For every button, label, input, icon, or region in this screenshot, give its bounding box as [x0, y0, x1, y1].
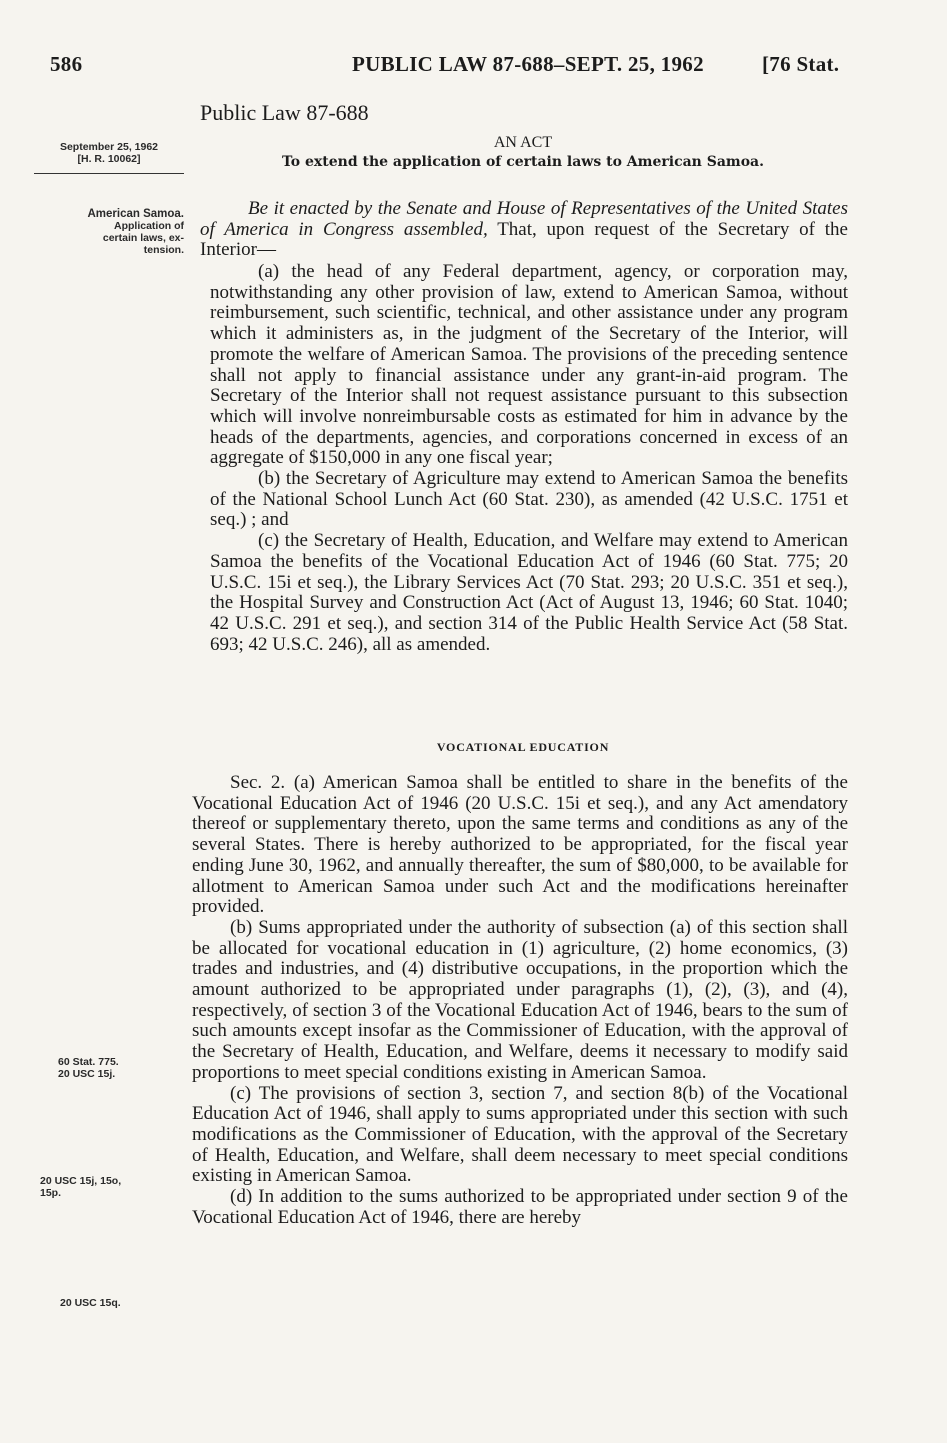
- date-note-bill: [H. R. 10062]: [77, 153, 141, 165]
- act-purpose: To extend the application of certain laws to American Samoa.: [281, 154, 764, 170]
- enacting-clause: [200, 199, 848, 261]
- section-heading: VOCATIONAL EDUCATION: [436, 740, 610, 754]
- margin-note-20-usc-15q: 20 USC 15q.: [60, 1297, 121, 1309]
- subsection-a: (a) the head of any Federal department, agency, or corporation may, notwithstanding any other provision of law, extend to American Samoa, without reimbursement, such scientific, technical, and other assistance under any program which it administers as, in the judgment of the Secretary of the Interior, will promote the welfare of American Samoa. The provisions of the preceding sentence shall not apply to financial assistance under any grant-in-aid program. The Secretary of the Interior shall not request assistance pursuant to this subsection which will involve nonreimbursable costs as estimated for him in advance by the heads of the departments, agencies, and corporations concerned in excess of an aggregate of $150,000 in any one fiscal year;: [210, 261, 848, 469]
- section-2: [192, 773, 848, 1228]
- section-2-b: (b) Sums appropriated under the authority of subsection (a) of this section shall be allocated for vocational education in (1) agriculture, (2) home economics, (3) trades and industries, and (4) distributive occupations, in the proportion which the amount authorized to be appropriated under paragraphs (1), (2), (3), and (4), respectively, of section 3 of the Vocational Education Act of 1946, bears to the sum of such amounts except insofar as the Commissioner of Education, with the approval of the Secretary of Health, Education, and Welfare, deems it necessary to modify said proportions to meet special conditions existing in American Samoa.: [192, 916, 848, 1083]
- section-1-subsections: [210, 262, 848, 655]
- section-2-c: (c) The provisions of section 3, section 7, and section 8(b) of the Vocational Education Act of 1946, shall apply to sums appropriated under this section with such modifications as the Commissioner of Education, with the approval of the Secretary of Health, Education, and Welfare, shall deem necessary to meet special conditions existing in American Samoa.: [192, 1082, 848, 1187]
- subsection-b: (b) the Secretary of Agriculture may extend to American Samoa the benefits of the National School Lunch Act (60 Stat. 230), as amended (42 U.S.C. 1751 et seq.) ; and: [210, 468, 848, 531]
- margin-note-line: 20 USC 15j.: [58, 1068, 116, 1080]
- margin-note-line: tension.: [143, 244, 184, 256]
- date-note-date: September 25, 1962: [59, 141, 159, 153]
- margin-note-line: 20 USC 15j, 15o,: [40, 1175, 122, 1187]
- date-note-rule: [34, 173, 184, 174]
- section-2-a: Sec. 2. (a) American Samoa shall be entitled to share in the benefits of the Vocational Education Act of 1946 (20 U.S.C. 15i et seq.), and any Act amendatory thereof or supplementary thereto, upon the same terms and conditions as any of the several States. There is hereby authorized to be appropriated, for the fiscal year ending June 30, 1962, and annually thereafter, the sum of $80,000, to be available for allotment to American Samoa under such Act and the modifications hereinafter provided.: [192, 772, 848, 918]
- margin-note-line: 60 Stat. 775.: [58, 1056, 119, 1068]
- date-margin-note: [34, 141, 184, 165]
- margin-note-line: 15p.: [40, 1187, 62, 1199]
- margin-note-line: American Samoa.: [87, 208, 184, 220]
- running-head: PUBLIC LAW 87-688–SEPT. 25, 1962: [352, 52, 704, 76]
- section-2-d: (d) In addition to the sums authorized to be appropriated under section 9 of the Vocational Education Act of 1946, there are hereby: [192, 1186, 848, 1228]
- margin-note-line: Application of: [114, 220, 184, 232]
- subsection-c: (c) the Secretary of Health, Education, and Welfare may extend to American Samoa the benefits of the Vocational Education Act of 1946 (60 Stat. 775; 20 U.S.C. 15i et seq.), the Library Services Act (70 Stat. 293; 20 U.S.C. 351 et seq.), the Hospital Survey and Construction Act (Act of August 13, 1946; 60 Stat. 1040; 42 U.S.C. 291 et seq.), and section 314 of the Public Health Service Act (58 Stat. 693; 42 U.S.C. 246), all as amended.: [210, 530, 848, 655]
- margin-note-line: certain laws, ex-: [102, 232, 184, 244]
- margin-note-20-usc-15j: [40, 1175, 121, 1199]
- margin-note-american-samoa: [34, 208, 184, 256]
- enacting-clause-rest: That, upon request of the Secretary of the Interior—: [200, 218, 848, 261]
- law-title: Public Law 87-688: [200, 100, 369, 125]
- margin-note-60-stat-775: [58, 1056, 119, 1080]
- page-number: 586: [50, 52, 83, 76]
- act-heading: AN ACT: [493, 134, 553, 151]
- volume-reference: [76 Stat.: [762, 52, 840, 76]
- enacting-clause-italic: Be it enacted by the Senate and House of Representatives of the United States of America in Congress assembled,: [200, 198, 848, 240]
